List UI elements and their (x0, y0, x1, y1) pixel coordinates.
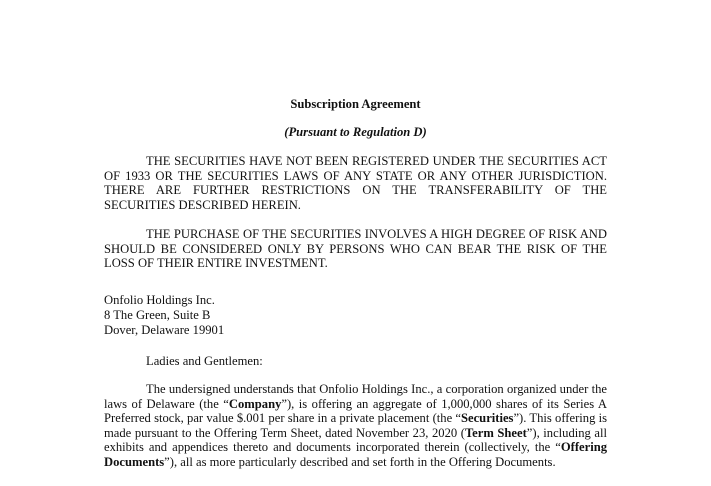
body-text-1: The undersigned understands that Onfolio Holdings Inc., a corporation organized under the laws of Delaware (the “ (104, 382, 607, 411)
address-line-3: Dover, Delaware 19901 (104, 323, 225, 337)
body-text-3: ”). This offering is made pursuant to the Offering Term Sheet, dated November 23, 2020 ( (104, 411, 607, 440)
company-term: Company (228, 396, 282, 411)
body-paragraph (104, 382, 607, 470)
body-text-2: ”), is offering an aggregate of 1,000,000 shares of its Series A Preferred stock, par value $.001 per share in a private placement (the “ (104, 396, 607, 426)
risk-notice: THE PURCHASE OF THE SECURITIES INVOLVES A HIGH DEGREE OF RISK AND SHOULD BE CONSIDERED ONLY BY PERSONS WHO CAN BEAR THE RISK OF THE LOSS OF THEIR ENTIRE INVESTMENT. (104, 227, 607, 271)
body-text-4: ”), including all exhibits and appendices thereto and documents incorporated therein (collectively, the “ (104, 425, 608, 455)
salutation: Ladies and Gentlemen: (146, 354, 263, 368)
securities-term: Securities (461, 411, 514, 426)
document-title: Subscription Agreement (290, 97, 421, 111)
address-line-2: 8 The Green, Suite B (104, 308, 211, 322)
securities-notice: THE SECURITIES HAVE NOT BEEN REGISTERED UNDER THE SECURITIES ACT OF 1933 OR THE SECURITIES LAWS OF ANY STATE OR ANY OTHER JURISDICTION. THERE ARE FURTHER RESTRICTIONS ON THE TRANSFERABILITY OF THE SECURITIES DESCRIBED HEREIN. (104, 154, 607, 212)
offering-documents-term: Offering Documents (104, 440, 607, 469)
document-subtitle: (Pursuant to Regulation D) (284, 125, 427, 139)
address-line-1: Onfolio Holdings Inc. (104, 293, 215, 307)
body-text-5: ”), all as more particularly described and set forth in the Offering Documents. (164, 454, 556, 469)
term-sheet-term: Term Sheet (464, 425, 527, 440)
